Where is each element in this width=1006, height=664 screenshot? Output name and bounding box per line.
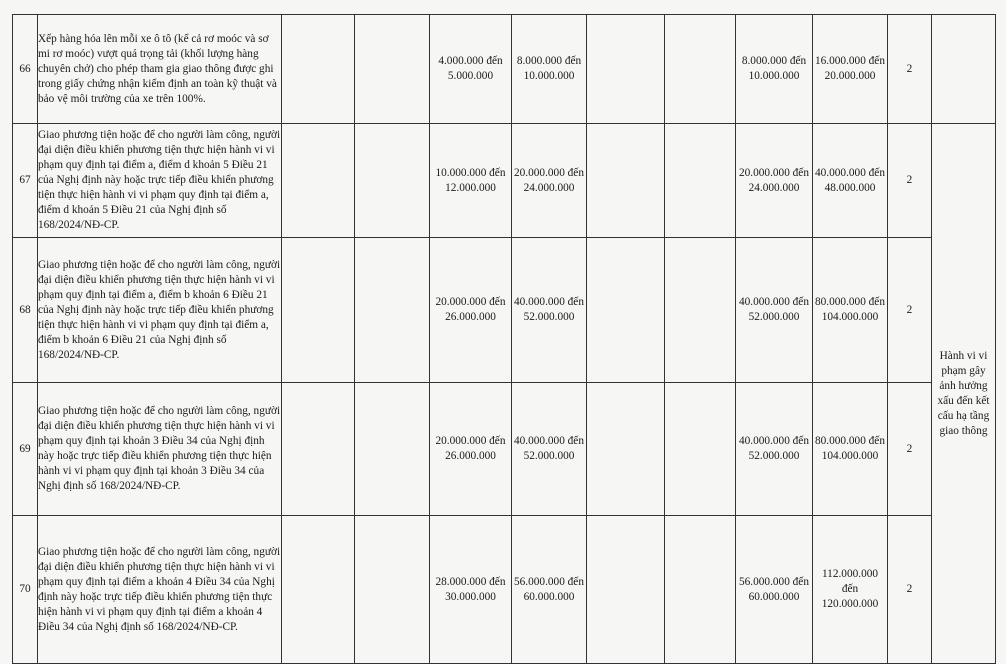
- empty-cell: [587, 124, 665, 238]
- empty-cell: [665, 516, 736, 664]
- row-number: 69: [13, 383, 38, 516]
- row-number: 70: [13, 516, 38, 664]
- fine-organization: 40.000.000 đến 52.000.000: [512, 383, 587, 516]
- empty-cell: [665, 124, 736, 238]
- empty-cell: [355, 124, 430, 238]
- empty-cell: [282, 516, 355, 664]
- row-number: 66: [13, 15, 38, 124]
- violation-description: Giao phương tiện hoặc để cho người làm công, người đại diện điều khiển phương tiện thực hiện hành vi vi phạm quy định tại khoản 3 Điều 34 của Nghị định này hoặc trực tiếp điều khiển phương tiện thực hiện hành vi vi phạm quy định tại khoản 3 Điều 34 của Nghị định số 168/2024/NĐ-CP.: [38, 383, 282, 516]
- empty-cell: [355, 516, 430, 664]
- fine-individual: 10.000.000 đến 12.000.000: [430, 124, 512, 238]
- violation-description: Xếp hàng hóa lên mỗi xe ô tô (kể cả rơ moóc và sơ mi rơ moóc) vượt quá trọng tải (khối lượng hàng chuyên chở) cho phép tham gia giao thông được ghi trong giấy chứng nhận kiểm định an toàn kỹ thuật và bảo vệ môi trường của xe trên 100%.: [38, 15, 282, 124]
- empty-cell: [282, 124, 355, 238]
- fine-organization-new: 16.000.000 đến 20.000.000: [813, 15, 888, 124]
- group-note: Hành vi vi phạm gây ảnh hưởng xấu đến kết cấu hạ tầng giao thông: [932, 124, 996, 664]
- fine-individual: 4.000.000 đến 5.000.000: [430, 15, 512, 124]
- empty-cell: [932, 15, 996, 124]
- row-number: 68: [13, 238, 38, 383]
- fine-individual-new: 8.000.000 đến 10.000.000: [736, 15, 813, 124]
- fine-individual-new: 56.000.000 đến 60.000.000: [736, 516, 813, 664]
- empty-cell: [355, 238, 430, 383]
- violation-description: Giao phương tiện hoặc để cho người làm công, người đại diện điều khiển phương tiện thực hiện hành vi vi phạm quy định tại điểm a, điểm b khoản 6 Điều 21 của Nghị định này hoặc trực tiếp điều khiển phương tiện thực hiện hành vi vi phạm quy định tại điểm a, điểm b khoản 6 Điều 21 của Nghị định số 168/2024/NĐ-CP.: [38, 238, 282, 383]
- empty-cell: [665, 383, 736, 516]
- empty-cell: [355, 15, 430, 124]
- table-row: [13, 124, 996, 238]
- table-row: [13, 383, 996, 516]
- fine-individual-new: 20.000.000 đến 24.000.000: [736, 124, 813, 238]
- empty-cell: [587, 516, 665, 664]
- empty-cell: [587, 15, 665, 124]
- empty-cell: [282, 238, 355, 383]
- table-row: [13, 238, 996, 383]
- fine-individual-new: 40.000.000 đến 52.000.000: [736, 238, 813, 383]
- empty-cell: [665, 238, 736, 383]
- multiplier: 2: [888, 383, 932, 516]
- violation-description: Giao phương tiện hoặc để cho người làm công, người đại diện điều khiển phương tiện thực hiện hành vi vi phạm quy định tại điểm a khoản 4 Điều 34 của Nghị định này hoặc trực tiếp điều khiển phương tiện thực hiện hành vi vi phạm quy định tại điểm a khoản 4 Điều 34 của Nghị định số 168/2024/NĐ-CP.: [38, 516, 282, 664]
- row-number: 67: [13, 124, 38, 238]
- fine-organization: 8.000.000 đến 10.000.000: [512, 15, 587, 124]
- multiplier: 2: [888, 15, 932, 124]
- violation-description: Giao phương tiện hoặc để cho người làm công, người đại diện điều khiển phương tiện thực hiện hành vi vi phạm quy định tại điểm a, điểm d khoản 5 Điều 21 của Nghị định này hoặc trực tiếp điều khiển phương tiện thực hiện hành vi vi phạm quy định tại điểm a, điểm d khoản 5 Điều 21 của Nghị định số 168/2024/NĐ-CP.: [38, 124, 282, 238]
- table-row: [13, 516, 996, 664]
- multiplier: 2: [888, 516, 932, 664]
- fine-individual: 20.000.000 đến 26.000.000: [430, 383, 512, 516]
- fine-organization-new: 40.000.000 đến 48.000.000: [813, 124, 888, 238]
- empty-cell: [665, 15, 736, 124]
- empty-cell: [587, 238, 665, 383]
- empty-cell: [355, 383, 430, 516]
- fine-organization-new: 112.000.000 đến 120.000.000: [813, 516, 888, 664]
- fine-organization: 40.000.000 đến 52.000.000: [512, 238, 587, 383]
- fine-individual: 28.000.000 đến 30.000.000: [430, 516, 512, 664]
- fine-organization-new: 80.000.000 đến 104.000.000: [813, 383, 888, 516]
- table-row: [13, 15, 996, 124]
- penalty-table: [12, 14, 996, 664]
- fine-organization: 20.000.000 đến 24.000.000: [512, 124, 587, 238]
- empty-cell: [282, 383, 355, 516]
- multiplier: 2: [888, 124, 932, 238]
- fine-organization: 56.000.000 đến 60.000.000: [512, 516, 587, 664]
- multiplier: 2: [888, 238, 932, 383]
- fine-individual: 20.000.000 đến 26.000.000: [430, 238, 512, 383]
- fine-organization-new: 80.000.000 đến 104.000.000: [813, 238, 888, 383]
- empty-cell: [587, 383, 665, 516]
- fine-individual-new: 40.000.000 đến 52.000.000: [736, 383, 813, 516]
- empty-cell: [282, 15, 355, 124]
